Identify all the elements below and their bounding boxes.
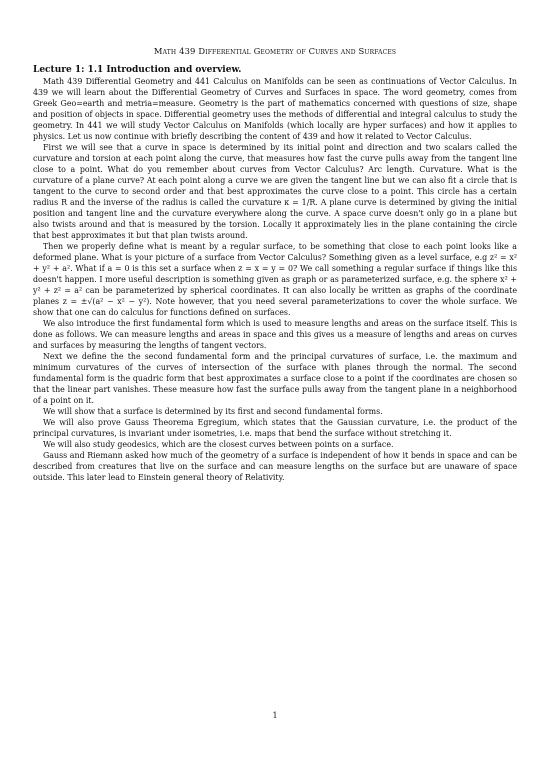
paragraph-theorema-egregium: We will also prove Gauss Theorema Egregium, which states that the Gaussian curvature, i.e. the product of the principal curvatures, is invariant under isometries, i.e. maps that bend the surface without stretching it. <box>33 418 517 438</box>
document-page <box>33 46 517 483</box>
paragraph-surfaces: Then we properly define what is meant by a regular surface, to be something that close to each point looks like a deformed plane. What is your picture of a surface from Vector Calculus? Something given as a level surface, e.g z² = x² + y² + a². What if a = 0 is this set a surface when z = x = y = 0? We call something a regular surface if things like this doesn't happen. I more useful description is something given as graph or as parameterized surface, e.g. the sphere x² + y² + z² = a² can be parameterized by spherical coordinates. It can also locally be written as graphs of the coordinate planes z = ±√(a² − x² − y²). Note however, that you need several parameterizations to cover the whole surface. We show that one can do calculus for functions defined on surfaces. <box>33 242 517 317</box>
course-header: Math 439 Differential Geometry of Curves and Surfaces <box>153 46 397 56</box>
paragraph-second-fundamental-form: Next we define the the second fundamental form and the principal curvatures of surface, i.e. the maximum and minimum curvatures of the curves of intersection of the surface with planes through the normal. The second fundamental form is the quadric form that best approximates a surface close to a point if the coordinates are chosen so that the linear part vanishes. These measure how fast the surface pulls away from the tangent plane in a neighborhood of a point on it. <box>33 352 517 405</box>
paragraph-gauss-riemann: Gauss and Riemann asked how much of the geometry of a surface is independent of how it bends in space and can be described from creatures that live on the surface and can measure lengths on the surface but are unaware of space outside. This later lead to Einstein general theory of Relativity. <box>33 451 517 482</box>
paragraph-intro: Math 439 Differential Geometry and 441 Calculus on Manifolds can be seen as continuations of Vector Calculus. In 439 we will learn about the Differential Geometry of Curves and Surfaces in space. The word geometry, comes from Greek Geo=earth and metria=measure. Geometry is the part of mathematics concerned with questions of size, shape and position of objects in space. Differential geometry uses the methods of differential and integral calculus to study the geometry. In 441 we will study Vector Calculus on Manifolds (which locally are hyper surfaces) and how it applies to physics. Let us now continue with briefly describing the content of 439 and how it related to Vector Calculus. <box>33 77 517 141</box>
paragraph-curves: First we will see that a curve in space is determined by its initial point and direction and two scalars called the curvature and torsion at each point along the curve, that measures how fast the curve pulls away from the tangent line close to a point. What do you remember about curves from Vector Calculus? Arc length. Curvature. What is the curvature of a plane curve? At each point along a curve we are given the tangent line but we can also fit a circle that is tangent to the curve to second order and that best approximates the curve close to a point. This circle has a certain radius R and the inverse of the radius is called the curvature κ = 1/R. A plane curve is determined by giving the initial position and tangent line and the curvature everywhere along the curve. A space curve doesn't only go in a plane but also twists around and that is measured by the torsion. Locally it approximately lies in the plane containing the circle that best approximates it but that plan twists around. <box>33 143 517 240</box>
lecture-title: Lecture 1: 1.1 Introduction and overview. <box>33 65 242 75</box>
paragraph-first-fundamental-form: We also introduce the first fundamental form which is used to measure lengths and areas on the surface itself. This is done as follows. We can measure lengths and areas in space and this gives us a measure of lengths and areas on curves and surfaces by measuring the lengths of tangent vectors. <box>33 319 517 350</box>
paragraph-fundamental-forms-determine: We will show that a surface is determined by its first and second fundamental forms. <box>43 407 383 416</box>
page-number: 1 <box>272 711 278 720</box>
paragraph-geodesics: We will also study geodesics, which are the closest curves between points on a surface. <box>43 440 394 449</box>
